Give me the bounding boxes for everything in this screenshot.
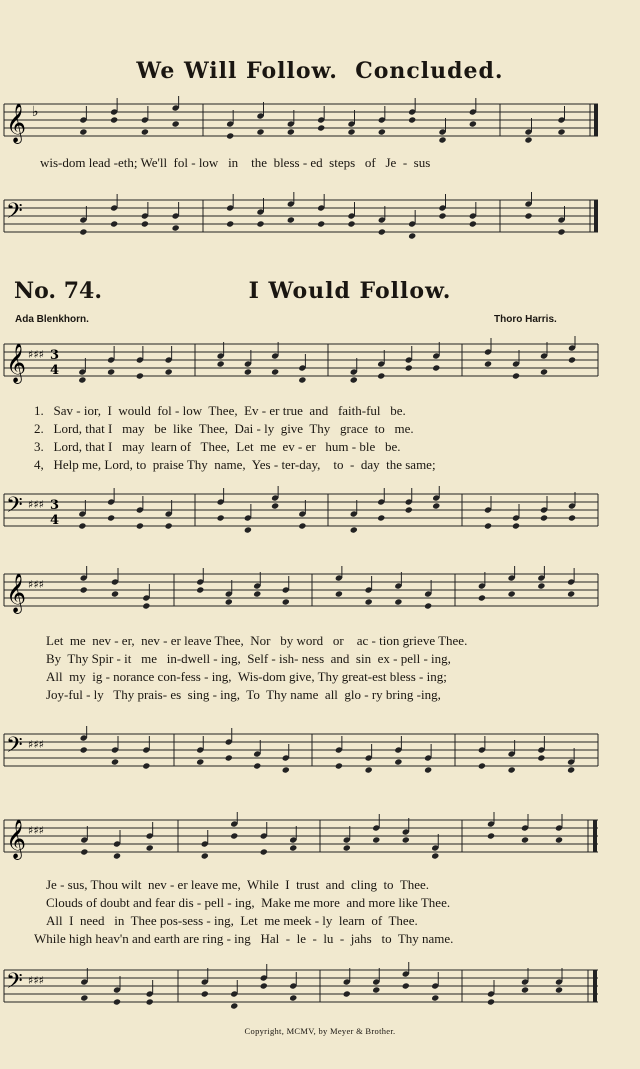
note-head xyxy=(289,844,297,851)
note-head xyxy=(432,364,440,371)
note-head xyxy=(111,758,119,765)
svg-text:♯♯♯: ♯♯♯ xyxy=(28,498,44,511)
top-piece-lyric: wis-dom lead -eth; We'll fol - low in the bless - ed steps of Je - sus xyxy=(40,155,431,170)
note-head xyxy=(142,762,150,769)
note-head xyxy=(405,506,413,513)
note-head xyxy=(512,372,520,379)
bass-clef-icon: 𝄢 xyxy=(6,969,23,999)
note-head xyxy=(110,220,118,227)
note-head xyxy=(317,220,325,227)
note-head xyxy=(365,766,373,773)
note-head xyxy=(225,754,233,761)
top-bass-staff xyxy=(0,192,640,244)
note-head xyxy=(394,758,402,765)
system2-verse-1: Let me nev - er, nev - er leave Thee, Nor by word or ac - tion grieve Thee. xyxy=(46,633,468,648)
note-head xyxy=(540,368,548,375)
note-head xyxy=(217,360,225,367)
note-head xyxy=(402,982,410,989)
note-head xyxy=(537,582,545,589)
treble-clef-icon: 𝄞 xyxy=(6,103,27,143)
note-head xyxy=(253,590,261,597)
note-head xyxy=(141,220,149,227)
svg-text:♯♯♯: ♯♯♯ xyxy=(28,738,44,751)
top-treble-staff xyxy=(0,96,640,144)
note-head xyxy=(244,526,252,533)
hymn-title: I Would Follow. xyxy=(248,278,452,304)
note-head xyxy=(431,852,439,859)
note-head xyxy=(487,832,495,839)
note-head xyxy=(271,368,279,375)
note-head xyxy=(196,586,204,593)
note-head xyxy=(555,986,563,993)
note-head xyxy=(260,848,268,855)
note-head xyxy=(260,982,268,989)
note-head xyxy=(394,598,402,605)
system3-bass-staff xyxy=(0,962,640,1018)
note-head xyxy=(508,590,516,597)
note-head xyxy=(172,120,180,127)
note-head xyxy=(524,212,532,219)
note-head xyxy=(287,128,295,135)
note-head xyxy=(438,136,446,143)
note-head xyxy=(107,514,115,521)
note-head xyxy=(141,128,149,135)
note-head xyxy=(146,844,154,851)
note-head xyxy=(508,766,516,773)
note-head xyxy=(343,990,351,997)
note-head xyxy=(282,766,290,773)
treble-clef-icon: 𝄞 xyxy=(6,573,27,613)
system3-verse-1: Je - sus, Thou wilt nev - er leave me, While I trust and cling to Thee. xyxy=(46,877,430,892)
note-head xyxy=(317,124,325,131)
note-head xyxy=(107,368,115,375)
note-head xyxy=(372,986,380,993)
note-head xyxy=(172,224,180,231)
note-head xyxy=(225,598,233,605)
note-head xyxy=(217,514,225,521)
note-head xyxy=(408,116,416,123)
note-head xyxy=(350,376,358,383)
note-head xyxy=(484,522,492,529)
note-head xyxy=(557,228,565,235)
note-head xyxy=(377,372,385,379)
system1-verse-1: 1. Sav - ior, I would fol - low Thee, Ev - er true and faith-ful be. xyxy=(34,403,406,418)
note-head xyxy=(196,758,204,765)
svg-text:♯♯♯: ♯♯♯ xyxy=(28,348,44,361)
note-head xyxy=(478,762,486,769)
note-head xyxy=(350,526,358,533)
note-head xyxy=(256,128,264,135)
note-head xyxy=(431,994,439,1001)
svg-text:♯♯♯: ♯♯♯ xyxy=(28,824,44,837)
note-head xyxy=(230,1002,238,1009)
note-head xyxy=(568,356,576,363)
system1-bass-staff xyxy=(0,486,640,538)
note-head xyxy=(469,120,477,127)
note-head xyxy=(113,852,121,859)
note-head xyxy=(567,766,575,773)
note-head xyxy=(478,594,486,601)
svg-text:♯♯♯: ♯♯♯ xyxy=(28,974,44,987)
note-head xyxy=(165,522,173,529)
top-piece-subtitle: Concluded. xyxy=(355,58,504,84)
system2-bass-staff xyxy=(0,726,640,778)
note-head xyxy=(110,116,118,123)
svg-text:♭: ♭ xyxy=(32,104,39,120)
note-head xyxy=(557,128,565,135)
note-head xyxy=(372,836,380,843)
note-head xyxy=(80,994,88,1001)
note-head xyxy=(343,844,351,851)
note-head xyxy=(537,754,545,761)
note-head xyxy=(555,836,563,843)
note-head xyxy=(201,852,209,859)
note-head xyxy=(298,376,306,383)
note-head xyxy=(142,602,150,609)
bass-clef-icon: 𝄢 xyxy=(6,733,23,763)
note-head xyxy=(201,990,209,997)
system2-verse-4: Joy-ful - ly Thy prais- es sing - ing, To Thy name all glo - ry bring -ing, xyxy=(46,687,441,702)
note-head xyxy=(79,128,87,135)
note-head xyxy=(365,598,373,605)
note-head xyxy=(347,220,355,227)
note-head xyxy=(568,514,576,521)
system2-verse-3: All my ig - norance con-fess - ing, Wis-dom give, Thy great-est bless - ing; xyxy=(46,669,447,684)
system3-verse-2: Clouds of doubt and fear dis - pell - ing, Make me more and more like Thee. xyxy=(46,895,451,910)
note-head xyxy=(230,832,238,839)
hymn-author: Ada Blenkhorn. xyxy=(15,314,89,325)
note-head xyxy=(378,128,386,135)
concluded-title xyxy=(0,58,640,84)
note-head xyxy=(289,994,297,1001)
note-head xyxy=(377,514,385,521)
svg-text:♯♯♯: ♯♯♯ xyxy=(28,578,44,591)
note-head xyxy=(521,986,529,993)
note-head xyxy=(487,998,495,1005)
bass-clef-icon: 𝄢 xyxy=(6,199,23,229)
note-head xyxy=(111,590,119,597)
note-head xyxy=(512,522,520,529)
system1-verse-2: 2. Lord, that I may be like Thee, Dai - ly give Thy grace to me. xyxy=(34,421,414,436)
system1-verse-4: 4, Help me, Lord, to praise Thy name, Yes - ter-day, to - day the same; xyxy=(34,457,436,472)
bass-clef-icon: 𝄢 xyxy=(6,493,23,523)
note-head xyxy=(226,220,234,227)
note-head xyxy=(432,502,440,509)
note-head xyxy=(408,232,416,239)
hymn-composer: Thoro Harris. xyxy=(494,314,557,325)
svg-text:4: 4 xyxy=(50,513,60,528)
system2-treble-staff xyxy=(0,566,640,622)
note-head xyxy=(424,602,432,609)
note-head xyxy=(524,136,532,143)
note-head xyxy=(165,368,173,375)
note-head xyxy=(253,762,261,769)
note-head xyxy=(80,586,88,593)
svg-text:4: 4 xyxy=(50,363,60,378)
note-head xyxy=(298,522,306,529)
note-head xyxy=(78,376,86,383)
system2-verse-2: By Thy Spir - it me in-dwell - ing, Self - ish- ness and sin ex - pell - ing, xyxy=(46,651,451,666)
note-head xyxy=(80,848,88,855)
note-head xyxy=(335,762,343,769)
note-head xyxy=(282,598,290,605)
note-head xyxy=(347,128,355,135)
note-head xyxy=(521,836,529,843)
note-head xyxy=(438,212,446,219)
copyright-notice: Copyright, MCMV, by Meyer & Brother. xyxy=(244,1026,396,1036)
note-head xyxy=(146,998,154,1005)
note-head xyxy=(80,746,88,753)
note-head xyxy=(79,228,87,235)
note-head xyxy=(378,228,386,235)
note-head xyxy=(424,766,432,773)
svg-text:3: 3 xyxy=(50,348,60,363)
system3-verse-3: All I need in Thee pos-sess - ing, Let me meek - ly learn of Thee. xyxy=(46,913,418,928)
note-head xyxy=(271,502,279,509)
note-head xyxy=(405,364,413,371)
note-head xyxy=(484,360,492,367)
system3-verse-4: While high heav'n and earth are ring - ing Hal - le - lu - jahs to Thy name. xyxy=(34,931,454,946)
note-head xyxy=(567,590,575,597)
note-head xyxy=(469,220,477,227)
note-head xyxy=(402,836,410,843)
note-head xyxy=(226,132,234,139)
system1-treble-staff xyxy=(0,336,640,392)
note-head xyxy=(335,590,343,597)
top-piece-title: We Will Follow. xyxy=(136,58,338,84)
svg-text:3: 3 xyxy=(50,498,60,513)
note-head xyxy=(244,368,252,375)
note-head xyxy=(136,522,144,529)
note-head xyxy=(113,998,121,1005)
treble-clef-icon: 𝄞 xyxy=(6,343,27,383)
hymn-number: No. 74. xyxy=(14,278,102,304)
note-head xyxy=(287,216,295,223)
note-head xyxy=(136,372,144,379)
note-head xyxy=(540,514,548,521)
note-head xyxy=(256,220,264,227)
treble-clef-icon: 𝄞 xyxy=(6,819,27,859)
note-head xyxy=(78,522,86,529)
system3-treble-staff xyxy=(0,812,640,868)
system1-verse-3: 3. Lord, that I may learn of Thee, Let me ev - er hum - ble be. xyxy=(34,439,401,454)
